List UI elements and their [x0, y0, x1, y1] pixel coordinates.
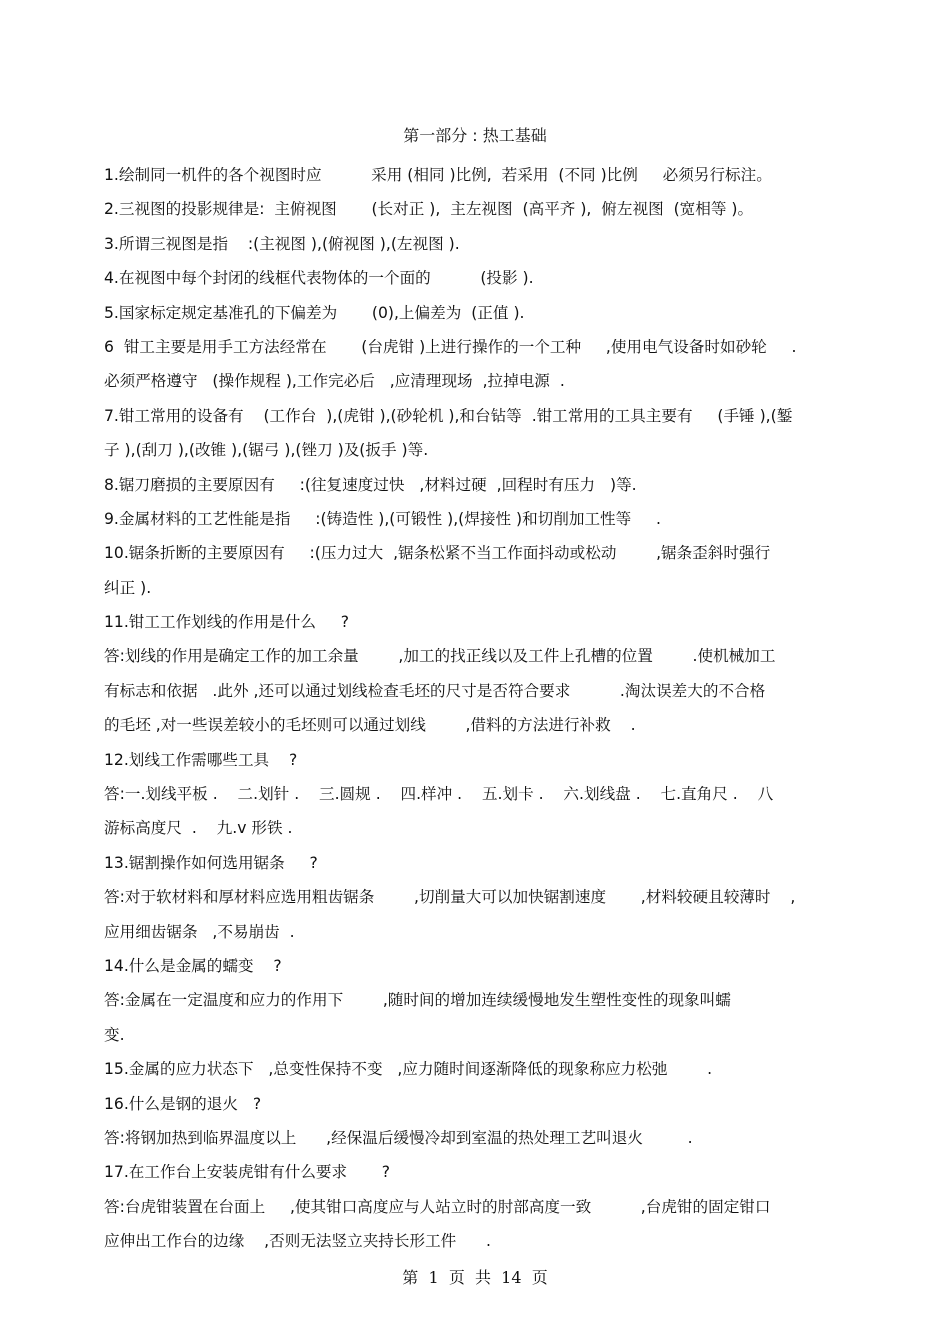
- text-line: 11.钳工工作划线的作用是什么 ?: [104, 613, 349, 632]
- text-line: 必须严格遵守 (操作规程 ),工作完必后 ,应清理现场 ,拉掉电源 .: [104, 372, 565, 391]
- text-line: 15.金属的应力状态下 ,总变性保持不变 ,应力随时间逐渐降低的现象称应力松弛 .: [104, 1060, 713, 1079]
- text-line: 1.绘制同一机件的各个视图时应 采用 (相同 )比例, 若采用 (不同 )比例 必须另行标注。: [104, 166, 772, 184]
- text-line: 应用细齿锯条 ,不易崩齿 .: [104, 922, 295, 941]
- text-line: 2.三视图的投影规律是: 主俯视图 (长对正 ), 主左视图 (高平齐 ), 俯左视图 (宽相等 )。: [104, 200, 754, 219]
- text-line: 17.在工作台上安装虎钳有什么要求 ?: [104, 1163, 391, 1182]
- text-line: 答:将钢加热到临界温度以上 ,经保温后缓慢冷却到室温的热处理工艺叫退火 .: [104, 1128, 693, 1147]
- text-line: 16.什么是钢的退火 ?: [104, 1094, 262, 1113]
- text-line: 7.钳工常用的设备有 (工作台 ),(虎钳 ),(砂轮机 ),和台钻等 .钳工常用的工具主要有 (手锤 ),(錾: [104, 406, 793, 425]
- text-line: 变.: [104, 1025, 125, 1044]
- text-line: 游标高度尺 . 九.v 形铁 .: [104, 819, 293, 838]
- text-line: 纠正 ).: [104, 578, 152, 597]
- text-line: 应伸出工作台的边缘 ,否则无法竖立夹持长形工件 .: [104, 1232, 491, 1251]
- text-line: 10.锯条折断的主要原因有 :(压力过大 ,锯条松紧不当工作面抖动或松动 ,锯条歪斜时强行: [104, 544, 771, 563]
- text-line: 答:金属在一定温度和应力的作用下 ,随时间的增加连续缓慢地发生塑性变性的现象叫蠕: [104, 991, 731, 1010]
- text-line: 14.什么是金属的蠕变 ?: [104, 956, 282, 975]
- text-line: 答:台虎钳装置在台面上 ,使其钳口高度应与人站立时的肘部高度一致 ,台虎钳的固定钳口: [104, 1197, 771, 1216]
- text-line: 12.划线工作需哪些工具 ?: [104, 750, 298, 769]
- page-title: 第一部分 : 热工基础: [403, 126, 547, 145]
- text-line: 答:一.划线平板 . 二.划针 . 三.圆规 . 四.样冲 . 五.划卡 . 六.划线盘 . 七.直角尺 . 八: [104, 785, 774, 804]
- text-line: 4.在视图中每个封闭的线框代表物体的一个面的 (投影 ).: [104, 269, 534, 288]
- page-footer: 第 1 页 共 14 页: [402, 1268, 548, 1287]
- text-line: 答:划线的作用是确定工作的加工余量 ,加工的找正线以及工件上孔槽的位置 .使机械加工: [104, 647, 776, 666]
- text-line: 答:对于软材料和厚材料应选用粗齿锯条 ,切削量大可以加快锯割速度 ,材料较硬且较薄时 ,: [104, 888, 796, 907]
- text-line: 6 钳工主要是用手工方法经常在 (台虎钳 )上进行操作的一个工种 ,使用电气设备时如砂轮 .: [104, 337, 797, 356]
- text-line: 有标志和依据 .此外 ,还可以通过划线检查毛坯的尺寸是否符合要求 .淘汰误差大的不合格: [104, 681, 766, 700]
- document-body: [104, 158, 848, 1259]
- text-line: 的毛坯 ,对一些误差较小的毛坯则可以通过划线 ,借料的方法进行补救 .: [104, 716, 636, 735]
- text-line: 8.锯刀磨损的主要原因有 :(往复速度过快 ,材料过硬 ,回程时有压力 )等.: [104, 475, 637, 494]
- text-line: 9.金属材料的工艺性能是指 :(铸造性 ),(可锻性 ),(焊接性 )和切削加工性等 .: [104, 509, 661, 528]
- text-line: 5.国家标定规定基准孔的下偏差为 (0),上偏差为 (正值 ).: [104, 303, 525, 322]
- text-line: 3.所谓三视图是指 :(主视图 ),(俯视图 ),(左视图 ).: [104, 234, 460, 253]
- text-line: 13.锯割操作如何选用锯条 ?: [104, 853, 318, 872]
- text-line: 子 ),(刮刀 ),(改锥 ),(锯弓 ),(锉刀 )及(扳手 )等.: [104, 441, 429, 460]
